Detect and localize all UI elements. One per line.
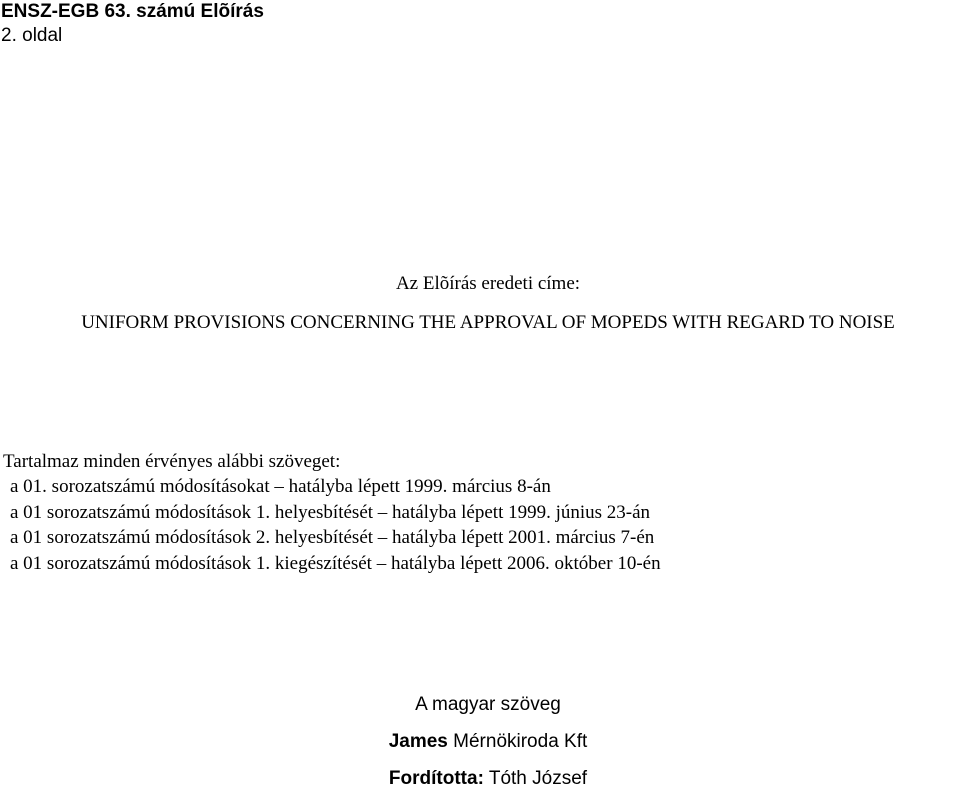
translation-credits: [0, 686, 960, 797]
scope-intro: Tartalmaz minden érvényes alábbi szöveget:: [3, 451, 341, 472]
translator-name: Tóth József: [483, 768, 588, 789]
amendment-item: a 01 sorozatszámú módosítások 1. helyesbítését – hatályba lépett 1999. június 23-án: [10, 501, 651, 523]
original-title-text: UNIFORM PROVISIONS CONCERNING THE APPROVAL OF MOPEDS WITH REGARD TO NOISE: [81, 312, 895, 333]
amendment-item: a 01 sorozatszámú módosítások 2. helyesbítését – hatályba lépett 2001. március 7-én: [10, 527, 655, 548]
original-title-label: Az Elõírás eredeti címe:: [395, 273, 581, 294]
regulation-header-title: ENSZ-EGB 63. számú Elõírás: [1, 1, 264, 22]
amendment-item: a 01 sorozatszámú módosítások 1. kiegészítését – hatályba lépett 2006. október 10-én: [10, 552, 661, 574]
hungarian-text-label: A magyar szöveg: [415, 694, 561, 715]
company-name-bold: James: [388, 731, 448, 752]
company-name-rest: Mérnökiroda Kft: [447, 731, 588, 752]
page-number: 2. oldal: [1, 25, 63, 46]
translator-label: Fordította:: [388, 768, 484, 789]
amendment-item: a 01. sorozatszámú módosításokat – hatályba lépett 1999. március 8-án: [10, 476, 551, 497]
translator-line: [0, 760, 960, 797]
amendment-list: [10, 474, 661, 576]
company-line: [0, 723, 960, 760]
